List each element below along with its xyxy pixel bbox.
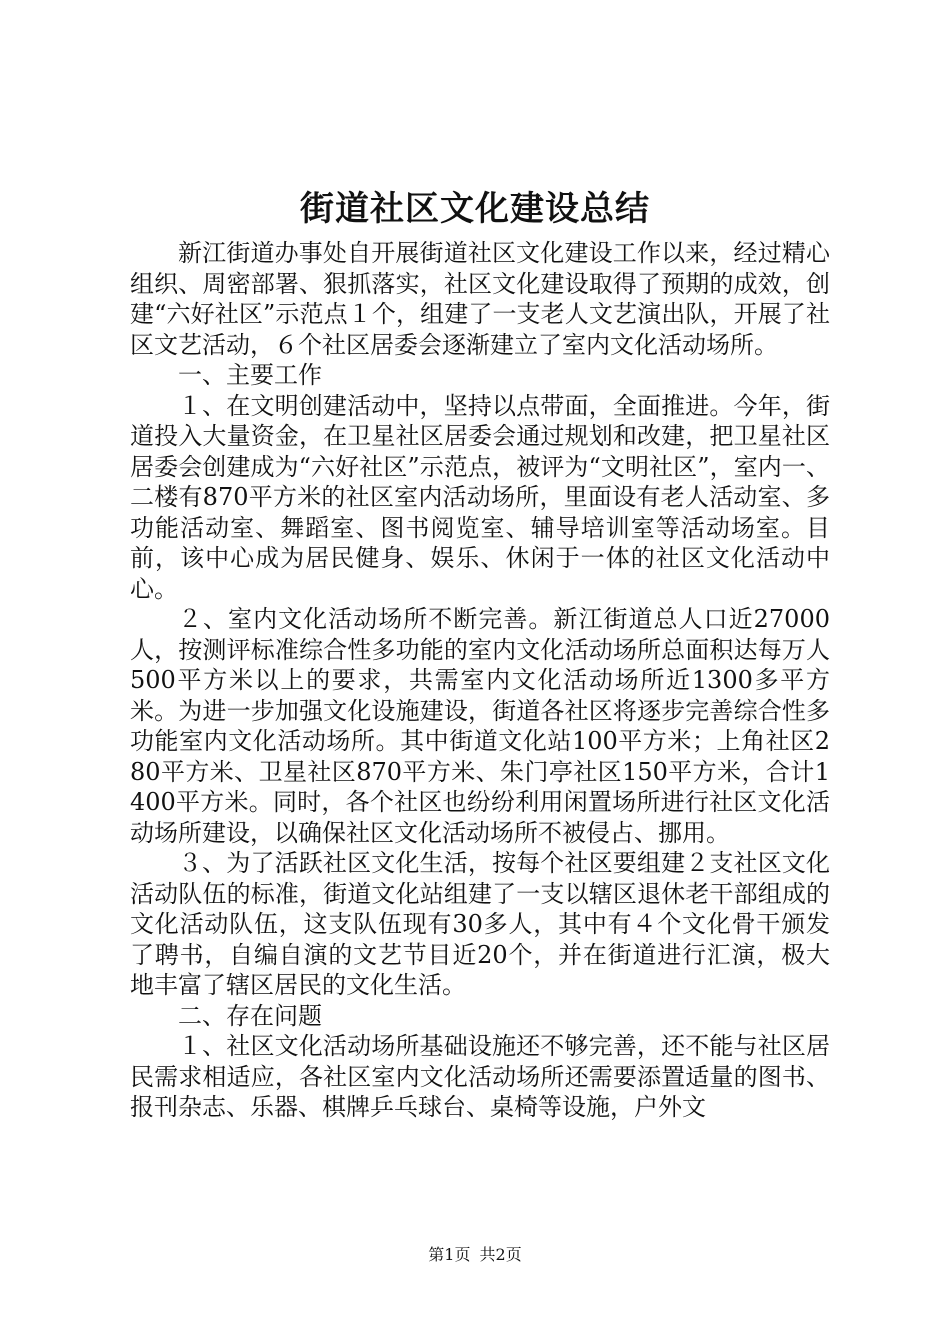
- document-body: [130, 238, 830, 1123]
- paragraph-item-2: ２、室内文化活动场所不断完善。新江街道总人口近27000人，按测评标准综合性多功能的室内文化活动场所总面积达每万人500平方米以上的要求，共需室内文化活动场所近1300多平方米。为进一步加强文化设施建设，街道各社区将逐步完善综合性多功能室内文化活动场所。其中街道文化站100平方米；上角社区280平方米、卫星社区870平方米、朱门亭社区150平方米，合计1400平方米。同时，各个社区也纷纷利用闲置场所进行社区文化活动场所建设，以确保社区文化活动场所不被侵占、挪用。: [130, 605, 830, 847]
- paragraph-item-1: １、在文明创建活动中，坚持以点带面，全面推进。今年，街道投入大量资金，在卫星社区居委会通过规划和改建，把卫星社区居委会创建成为“六好社区”示范点，被评为“文明社区”，室内一、二楼有870平方米的社区室内活动场所，里面设有老人活动室、多功能活动室、舞蹈室、图书阅览室、辅导培训室等活动场室。目前，该中心成为居民健身、娱乐、休闲于一体的社区文化活动中心。: [130, 391, 830, 603]
- page-number-total: 共2页: [479, 1245, 522, 1264]
- intro-paragraph: 新江街道办事处自开展街道社区文化建设工作以来，经过精心组织、周密部署、狠抓落实，社区文化建设取得了预期的成效，创建“六好社区”示范点１个，组建了一支老人文艺演出队，开展了社区文艺活动，６个社区居委会逐渐建立了室内文化活动场所。: [130, 239, 830, 359]
- section-heading-problems: 二、存在问题: [178, 1001, 322, 1030]
- paragraph-problem-1: １、社区文化活动场所基础设施还不够完善，还不能与社区居民需求相适应，各社区室内文化活动场所还需要添置适量的图书、报刊杂志、乐器、棋牌乒乓球台、桌椅等设施，户外文: [130, 1032, 830, 1121]
- document-title: 街道社区文化建设总结: [300, 189, 650, 229]
- page-number-current: 第1页: [428, 1245, 471, 1264]
- paragraph-item-3: ３、为了活跃社区文化生活，按每个社区要组建２支社区文化活动队伍的标准，街道文化站组建了一支以辖区退休老干部组成的文化活动队伍，这支队伍现有30多人，其中有４个文化骨干颁发了聘书，自编自演的文艺节目近20个，并在街道进行汇演，极大地丰富了辖区居民的文化生活。: [130, 849, 830, 999]
- page-footer: [0, 1244, 950, 1266]
- section-heading-main-work: 一、主要工作: [178, 361, 322, 389]
